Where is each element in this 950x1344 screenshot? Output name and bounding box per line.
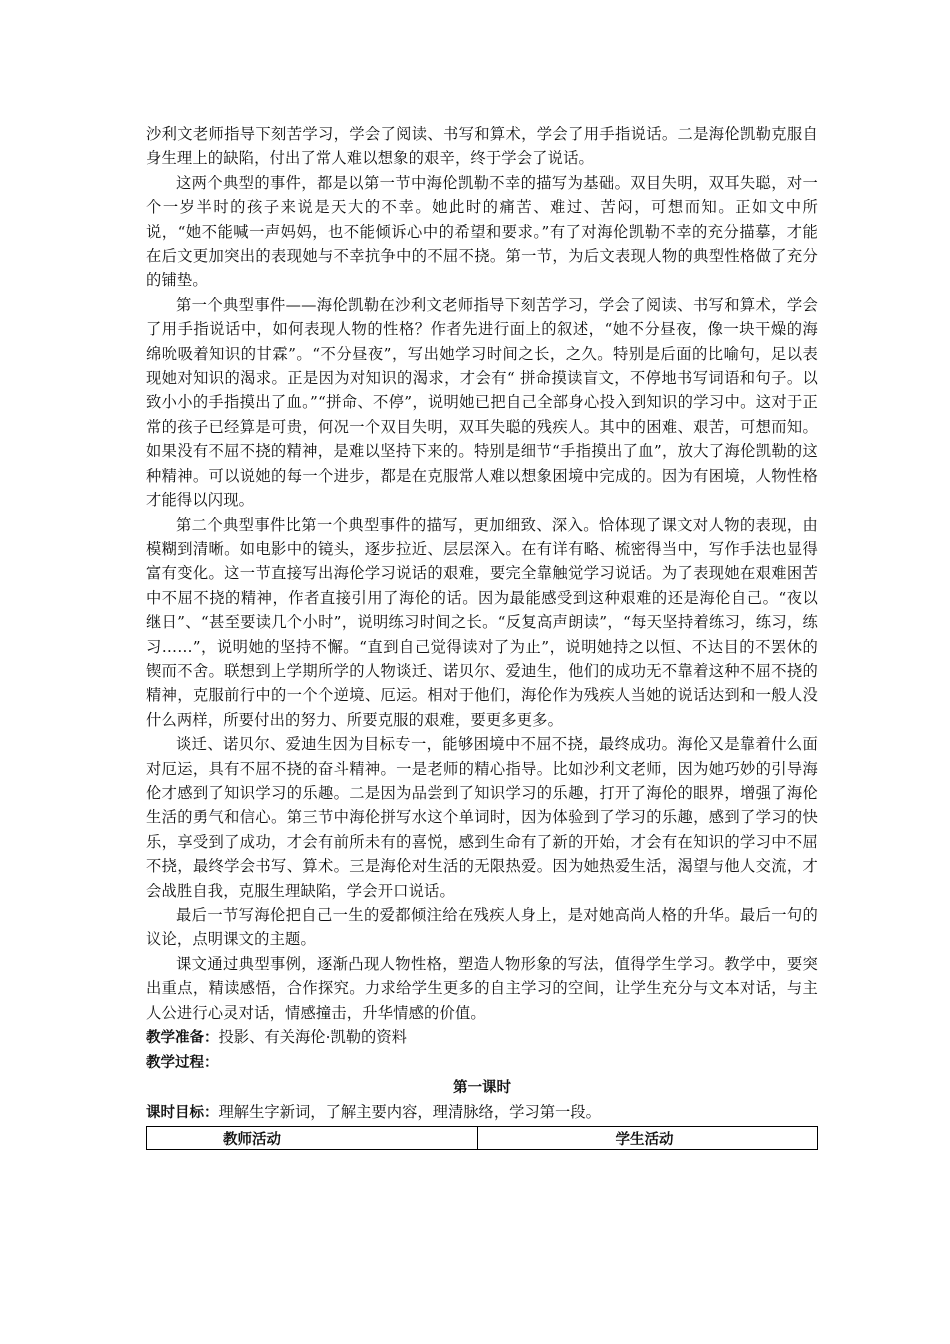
paragraph-typical-events: 这两个典型的事件，都是以第一节中海伦凯勒不幸的描写为基础。双目失明，双耳失聪，对一个一岁半时的孩子来说是天大的不幸。她此时的痛苦、难过、苦闷，可想而知。正如文中所说，“她不能喊一声妈妈，也不能倾诉心中的希望和要求。”有了对海伦凯勒不幸的充分描摹，才能在后文更加突出的表现她与不幸抗争中的不屈不挠。第一节，为后文表现人物的典型性格做了充分的铺垫。 [146,173,818,290]
table-header-row [147,1127,818,1150]
teaching-prep-label: 教学准备： [146,1030,219,1047]
teaching-prep-text: 投影、有关海伦·凯勒的资料 [218,1028,407,1047]
lesson-title: 第一课时 [453,1079,511,1096]
paragraph-continued: 沙利文老师指导下刻苦学习，学会了阅读、书写和算术，学会了用手指说话。二是海伦凯勒克服自身生理上的缺陷，付出了常人难以想象的艰辛，终于学会了说话。 [146,125,818,168]
teaching-process-line [146,1050,818,1075]
lesson-goal-line [146,1100,818,1125]
teaching-prep-line [146,1025,818,1050]
teacher-activity-label: 教师活动 [223,1131,281,1148]
student-activity-label: 学生活动 [615,1131,674,1148]
document-page [146,122,818,1150]
paragraph-teaching-note: 课文通过典型事例，逐渐凸现人物性格，塑造人物形象的写法，值得学生学习。教学中，要突出重点，精读感悟，合作探究。力求给学生更多的自主学习的空间，让学生充分与文本对话，与主人公进行心灵对话，情感撞击，升华情感的价值。 [146,954,818,1022]
lesson-goal-text: 理解生字新词，了解主要内容，理清脉络，学习第一段。 [218,1102,601,1121]
activity-table [146,1126,818,1150]
lesson-goal-label: 课时目标： [146,1104,219,1121]
teaching-process-label: 教学过程： [146,1055,219,1072]
paragraph-reasons: 谈迁、诺贝尔、爱迪生因为目标专一，能够困境中不屈不挠，最终成功。海伦又是靠着什么面对厄运，具有不屈不挠的奋斗精神。一是老师的精心指导。比如沙利文老师，因为她巧妙的引导海伦才感到了知识学习的乐趣。二是因为品尝到了知识学习的乐趣，打开了海伦的眼界，增强了海伦生活的勇气和信心。第三节中海伦拼写水这个单词时，因为体验到了学习的乐趣，感到了学习的快乐，享受到了成功，才会有前所未有的喜悦，感到生命有了新的开始，才会有在知识的学习中不屈不挠，最终学会书写、算术。三是海伦对生活的无限热爱。因为她热爱生活，渴望与他人交流，才会战胜自我，克服生理缺陷，学会开口说话。 [146,735,818,900]
paragraph-last-section: 最后一节写海伦把自己一生的爱都倾注给在残疾人身上，是对她高尚人格的升华。最后一句的议论，点明课文的主题。 [146,906,818,949]
paragraph-first-event: 第一个典型事件——海伦凯勒在沙利文老师指导下刻苦学习，学会了阅读、书写和算术，学会了用手指说话中，如何表现人物的性格？作者先进行面上的叙述，“她不分昼夜，像一块干燥的海绵吮吸着知识的甘霖”。“不分昼夜”，写出她学习时间之长，之久。特别是后面的比喻句，足以表现她对知识的渴求。正是因为对知识的渴求，才会有“ 拼命摸读盲文，不停地书写词语和句子。以致小小的手指摸出了血。”“拼命、不停”，说明她已把自己全部身心投入到知识的学习中。这对于正常的孩子已经算是可贵，何况一个双目失明，双耳失聪的残疾人。其中的困难、艰苦，可想而知。如果没有不屈不挠的精神，是难以坚持下来的。特别是细节“手指摸出了血”，放大了海伦凯勒的这种精神。可以说她的每一个进步，都是在克服常人难以想象困境中完成的。因为有困境，人物性格才能得以闪现。 [146,295,818,510]
student-activity-header [478,1127,818,1150]
teacher-activity-header [147,1127,478,1150]
paragraph-second-event: 第二个典型事件比第一个典型事件的描写，更加细致、深入。恰体现了课文对人物的表现，由模糊到清晰。如电影中的镜头，逐步拉近、层层深入。在有详有略、梳密得当中，写作手法也显得富有变化。这一节直接写出海伦学习说话的艰难，要完全靠触觉学习说话。为了表现她在艰难困苦中不屈不挠的精神，作者直接引用了海伦的话。因为最能感受到这种艰难的还是海伦自己。“夜以继日”、“甚至要读几个小时”，说明练习时间之长。“反复高声朗读”，“每天坚持着练习，练习，练习……”，说明她的坚持不懈。“直到自己觉得读对了为止”，说明她持之以恒、不达目的不罢休的锲而不舍。联想到上学期所学的人物谈迁、诺贝尔、爱迪生，他们的成功无不靠着这种不屈不挠的精神，克服前行中的一个个逆境、厄运。相对于他们，海伦作为残疾人当她的说话达到和一般人没什么两样，所要付出的努力、所要克服的艰难，要更多更多。 [146,515,818,729]
